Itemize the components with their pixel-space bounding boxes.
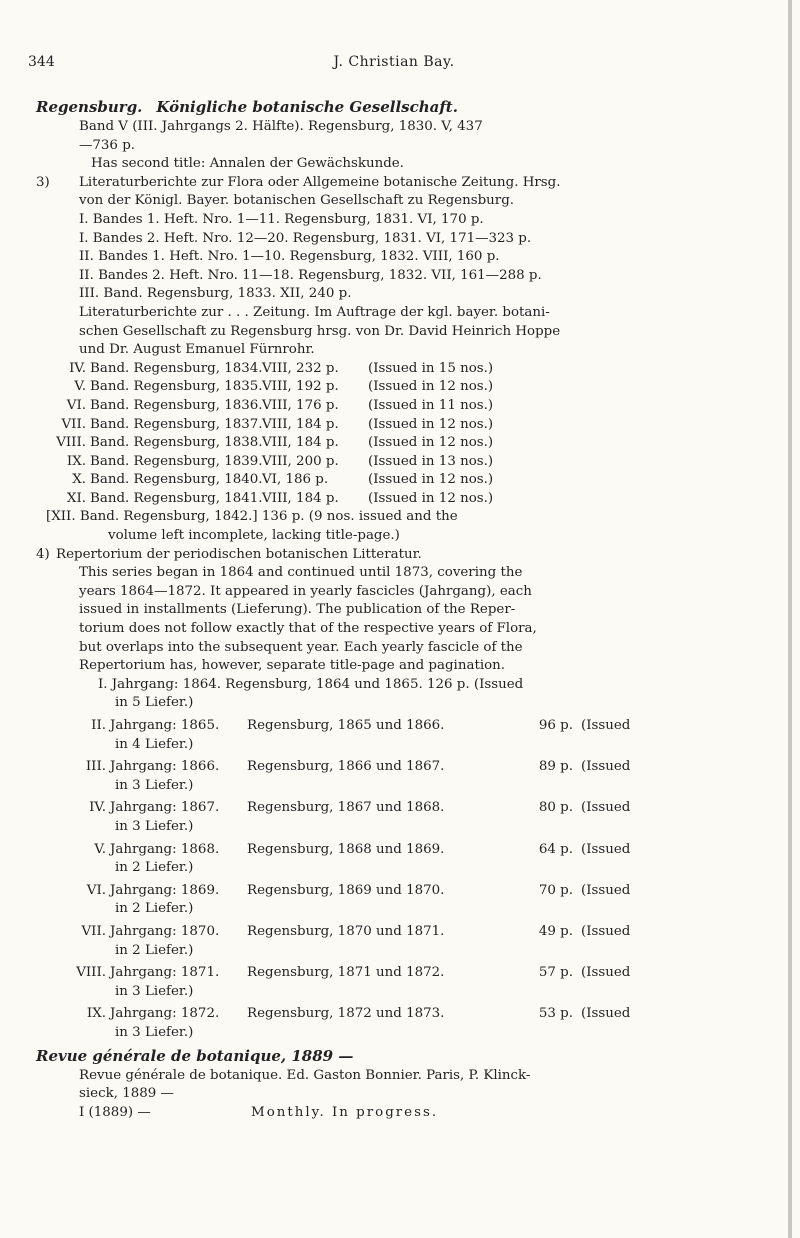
jahrgang-row: II. Jahrgang: 1865. Regensburg, 1865 und 1866. 96 p. (Issued — [91, 718, 631, 733]
text-line: years 1864—1872. It appeared in yearly fascicles (Jahrgang), each — [79, 583, 532, 599]
page-header — [28, 54, 760, 76]
jahrgang-row: V. Jahrgang: 1868. Regensburg, 1868 und 1869. 64 p. (Issued — [94, 841, 631, 857]
text-line: sieck, 1889 — — [79, 1086, 174, 1102]
text-line: but overlaps into the subsequent year. Each yearly fascicle of the — [79, 639, 523, 655]
text-line: I. Bandes 1. Heft. Nro. 1—11. Regensburg, 1831. VI, 170 p. — [79, 211, 484, 227]
text-line: in 5 Liefer.) — [115, 695, 194, 711]
band-row: XI. Band. Regensburg, 1841. VIII, 184 p. (Issued in 12 nos.) — [66, 490, 494, 506]
text-line: in 4 Liefer.) — [115, 736, 194, 752]
text-line: in 3 Liefer.) — [115, 777, 194, 793]
band-row: VIII. Band. Regensburg, 1838. VIII, 184 p. (Issued in 12 nos.) — [56, 435, 494, 451]
text-line: II. Bandes 1. Heft. Nro. 1—10. Regensburg, 1832. VIII, 160 p. — [79, 249, 500, 265]
text-line: in 3 Liefer.) — [115, 1024, 194, 1040]
band-row: IV. Band. Regensburg, 1834. VIII, 232 p. (Issued in 15 nos.) — [69, 360, 494, 376]
band-row: VII. Band. Regensburg, 1837. VIII, 184 p. (Issued in 12 nos.) — [61, 416, 494, 432]
jahrgang-first-line: I. Jahrgang: 1864. Regensburg, 1864 und 1865. 126 p. (Issued — [98, 676, 524, 692]
text-line: in 2 Liefer.) — [115, 942, 194, 958]
jahrgang-row: III. Jahrgang: 1866. Regensburg, 1866 und 1867. 89 p. (Issued — [85, 759, 631, 775]
text-line: volume left incomplete, lacking title-page.) — [108, 528, 400, 544]
text-line: Literaturberichte zur . . . Zeitung. Im Auftrage der kgl. bayer. botani- — [79, 304, 550, 320]
text-line: von der Königl. Bayer. botanischen Gesellschaft zu Regensburg. — [79, 193, 515, 209]
jahrgang-row: IV. Jahrgang: 1867. Regensburg, 1867 und 1868. 80 p. (Issued — [89, 800, 631, 816]
page-number: 344 — [28, 54, 55, 70]
text-line: Has second title: Annalen der Gewächskunde. — [91, 156, 404, 172]
entry-heading — [36, 96, 756, 118]
band-row: X. Band. Regensburg, 1840. VI, 186 p. (Issued in 12 nos.) — [72, 472, 494, 488]
entry-title: Königliche botanische Gesellschaft. — [156, 98, 458, 116]
text-line: torium does not follow exactly that of the respective years of Flora, — [79, 621, 537, 637]
text-line: Revue générale de botanique. Ed. Gaston Bonnier. Paris, P. Klinck- — [79, 1067, 531, 1083]
item-number: 4) — [36, 546, 50, 562]
text-line: —736 p. — [79, 137, 136, 153]
item-4-first-line: 4) Repertorium der periodischen botanischen Litteratur. — [36, 546, 756, 565]
band-12-line: [XII. Band. Regensburg, 1842.] 136 p. (9 nos. issued and the — [46, 509, 458, 525]
text-line: This series began in 1864 and continued until 1873, covering the — [79, 565, 523, 581]
text-line: in 2 Liefer.) — [115, 901, 194, 917]
item-3-first-line: 3) Literaturberichte zur Flora oder Allgemeine botanische Zeitung. Hrsg. — [36, 174, 756, 193]
jahrgang-row: VIII. Jahrgang: 1871. Regensburg, 1871 und 1872. 57 p. (Issued — [76, 965, 631, 981]
text-line: schen Gesellschaft zu Regensburg hrsg. von Dr. David Heinrich Hoppe — [79, 323, 561, 339]
text-line: issued in installments (Lieferung). The publication of the Reper- — [79, 602, 516, 618]
text-line: Repertorium has, however, separate title-page and pagination. — [79, 658, 506, 674]
band-row: V. Band. Regensburg, 1835. VIII, 192 p. (Issued in 12 nos.) — [74, 379, 494, 395]
text-line: in 3 Liefer.) — [115, 983, 194, 999]
entry-heading: Revue générale de botanique, 1889 — — [36, 1046, 354, 1065]
text-line: I (1889) — Monthly. In progress. — [79, 1104, 439, 1120]
entry-place: Regensburg. — [36, 98, 143, 116]
text-line: in 3 Liefer.) — [115, 818, 194, 834]
running-head: J. Christian Bay. — [333, 54, 455, 70]
page-edge — [788, 0, 792, 1238]
item-number: 3) — [36, 174, 50, 190]
page-body — [36, 96, 756, 1122]
text-line: in 2 Liefer.) — [115, 860, 194, 876]
jahrgang-row: IX. Jahrgang: 1872. Regensburg, 1872 und 1873. 53 p. (Issued — [86, 1006, 631, 1022]
band-row: VI. Band. Regensburg, 1836. VIII, 176 p. (Issued in 11 nos.) — [66, 397, 494, 413]
text-line: I. Bandes 2. Heft. Nro. 12—20. Regensburg, 1831. VI, 171—323 p. — [79, 230, 532, 246]
text-line: Band V (III. Jahrgangs 2. Hälfte). Regensburg, 1830. V, 437 — [79, 119, 483, 134]
text-line: und Dr. August Emanuel Fürnrohr. — [79, 342, 315, 358]
band-row: IX. Band. Regensburg, 1839. VIII, 200 p. (Issued in 13 nos.) — [66, 453, 494, 469]
text-line: II. Bandes 2. Heft. Nro. 11—18. Regensburg, 1832. VII, 161—288 p. — [79, 267, 542, 283]
jahrgang-row: VI. Jahrgang: 1869. Regensburg, 1869 und 1870. 70 p. (Issued — [86, 882, 631, 898]
text-line: III. Band. Regensburg, 1833. XII, 240 p. — [79, 286, 352, 302]
jahrgang-row: VII. Jahrgang: 1870. Regensburg, 1870 und 1871. 49 p. (Issued — [81, 923, 631, 939]
